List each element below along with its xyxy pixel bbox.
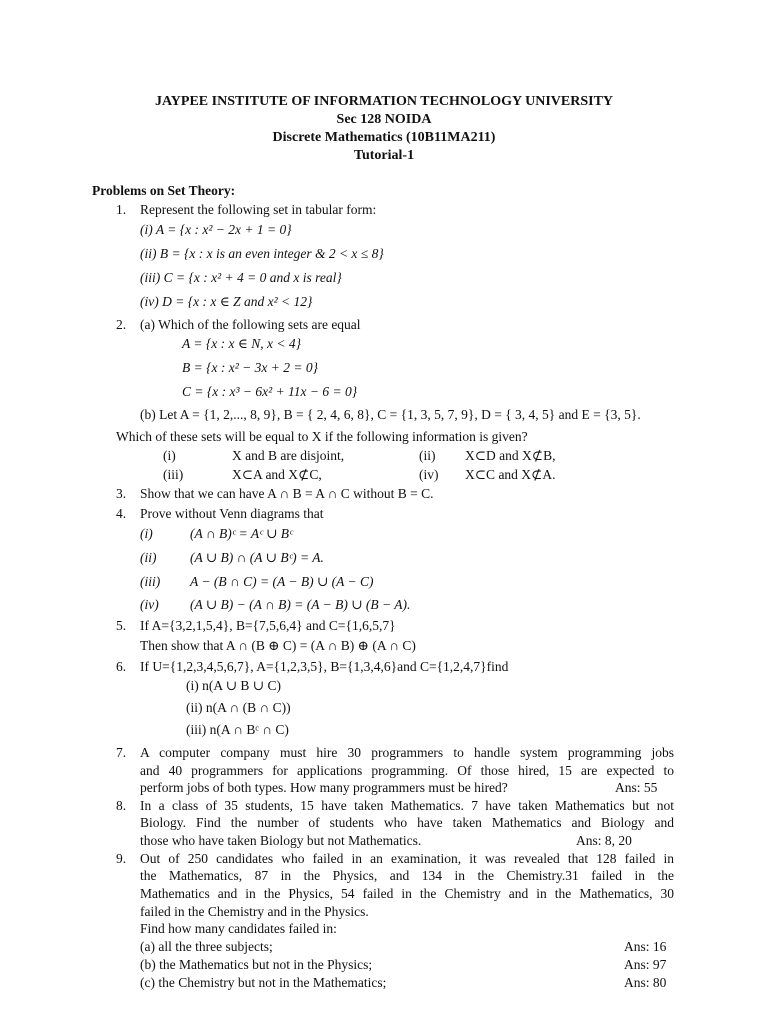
part-label: (i) — [140, 526, 153, 541]
question-text: Out of 250 candidates who failed in an examination, it was revealed that 128 failed in — [140, 851, 674, 866]
q2-which: Which of these sets will be equal to X if the following information is given? — [116, 429, 528, 444]
q2-part-a: (a) Which of the following sets are equal — [140, 317, 361, 332]
tutorial-title: Tutorial-1 — [353, 148, 415, 163]
part-label: (ii) — [140, 550, 157, 565]
question-text: failed in the Chemistry and in the Physics. — [140, 904, 369, 919]
q1-part-iii: (iii) C = {x : x² + 4 = 0 and x is real} — [140, 270, 342, 285]
q1-part-ii: (ii) B = {x : x is an even integer & 2 < x ≤ 8} — [140, 246, 384, 261]
answer: Ans: 16 — [624, 939, 667, 954]
question-text: In a class of 35 students, 15 have taken Mathematics. 7 have taken Mathematics but not — [140, 798, 674, 813]
question-text: Biology. Find the number of students who have taken Mathematics and Biology and — [140, 815, 674, 830]
question-number: 9. — [116, 851, 127, 866]
part-label: (iv) — [140, 597, 159, 612]
course-title: Discrete Mathematics (10B11MA211) — [272, 130, 496, 145]
option-text: X⊂C and X⊄A. — [465, 467, 556, 482]
option-label: (i) — [163, 448, 176, 463]
q6-part-ii: (ii) n(A ∩ (B ∩ C)) — [186, 700, 291, 715]
question-text: those who have taken Biology but not Mathematics. — [140, 833, 422, 848]
question-text: Represent the following set in tabular form: — [140, 202, 377, 217]
q2-set-b: B = {x : x² − 3x + 2 = 0} — [182, 360, 319, 375]
question-number: 5. — [116, 618, 127, 633]
option-text: X⊂A and X⊄C, — [232, 467, 322, 482]
q4-part-ii: (A ∪ B) ∩ (A ∪ Bᶜ) = A. — [190, 550, 324, 565]
university-title: JAYPEE INSTITUTE OF INFORMATION TECHNOLOGY UNIVERSITY — [154, 94, 614, 109]
q2-set-c: C = {x : x³ − 6x² + 11x − 6 = 0} — [182, 384, 358, 399]
q4-part-iii: A − (B ∩ C) = (A − B) ∪ (A − C) — [190, 574, 374, 589]
q5-then: Then show that A ∩ (B ⊕ C) = (A ∩ B) ⊕ (A ∩ C) — [140, 638, 416, 653]
q2-set-a: A = {x : x ∈ N, x < 4} — [182, 336, 301, 351]
q9-part-a: (a) all the three subjects; — [140, 939, 273, 954]
question-number: 2. — [116, 317, 127, 332]
section-title: Problems on Set Theory: — [92, 183, 236, 198]
q4-part-i: (A ∩ B)ᶜ = Aᶜ ∪ Bᶜ — [190, 526, 293, 541]
question-text: and 40 programmers for applications programming. Of those hired, 15 are expected to — [140, 763, 674, 778]
option-label: (ii) — [419, 448, 436, 463]
option-text: X and B are disjoint, — [232, 448, 345, 463]
answer: Ans: 97 — [624, 957, 667, 972]
answer: Ans: 55 — [615, 780, 658, 795]
question-text: If A={3,2,1,5,4}, B={7,5,6,4} and C={1,6,5,7} — [140, 618, 396, 633]
answer: Ans: 80 — [624, 975, 667, 990]
question-number: 3. — [116, 486, 127, 501]
question-number: 6. — [116, 659, 127, 674]
campus-line: Sec 128 NOIDA — [336, 112, 432, 127]
part-label: (iii) — [140, 574, 161, 589]
question-number: 1. — [116, 202, 127, 217]
question-text: Prove without Venn diagrams that — [140, 506, 324, 521]
option-label: (iv) — [419, 467, 439, 482]
q4-part-iv: (A ∪ B) − (A ∩ B) = (A − B) ∪ (B − A). — [190, 597, 411, 612]
question-text: If U={1,2,3,4,5,6,7}, A={1,2,3,5}, B={1,3,4,6}and C={1,2,4,7}find — [140, 659, 509, 674]
question-number: 8. — [116, 798, 127, 813]
q2-part-b: (b) Let A = {1, 2,..., 8, 9}, B = { 2, 4, 6, 8}, C = {1, 3, 5, 7, 9}, D = { 3, 4, 5} and E = {3, 5}. — [140, 407, 641, 422]
question-text: perform jobs of both types. How many programmers must be hired? — [140, 780, 508, 795]
question-text: A computer company must hire 30 programmers to handle system programming jobs — [140, 745, 674, 760]
question-text: Mathematics and in the Physics, 54 failed in the Chemistry and in the Mathematics, 30 — [140, 886, 674, 901]
option-text: X⊂D and X⊄B, — [465, 448, 556, 463]
q1-part-iv: (iv) D = {x : x ∈ Z and x² < 12} — [140, 294, 313, 309]
q9-part-c: (c) the Chemistry but not in the Mathematics; — [140, 975, 387, 990]
q6-part-i: (i) n(A ∪ B ∪ C) — [186, 678, 281, 693]
question-text: the Mathematics, 87 in the Physics, and 134 in the Chemistry.31 failed in the — [140, 868, 674, 883]
answer: Ans: 8, 20 — [576, 833, 632, 848]
option-label: (iii) — [163, 467, 184, 482]
question-text: Show that we can have A ∩ B = A ∩ C without B = C. — [140, 486, 434, 501]
q1-part-i: (i) A = {x : x² − 2x + 1 = 0} — [140, 222, 292, 237]
question-text: Find how many candidates failed in: — [140, 921, 337, 936]
question-number: 7. — [116, 745, 127, 760]
q6-part-iii: (iii) n(A ∩ Bᶜ ∩ C) — [186, 722, 289, 737]
q9-part-b: (b) the Mathematics but not in the Physics; — [140, 957, 373, 972]
question-number: 4. — [116, 506, 127, 521]
